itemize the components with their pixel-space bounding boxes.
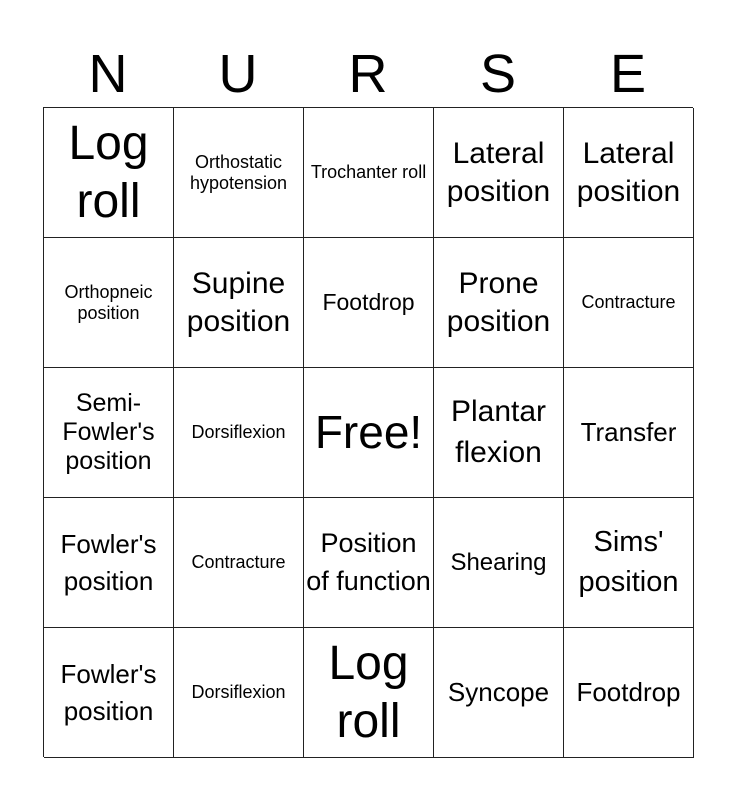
bingo-cell[interactable]: Supine position bbox=[174, 238, 304, 368]
bingo-cell[interactable]: Plantar flexion bbox=[434, 368, 564, 498]
bingo-cell[interactable]: Sims' position bbox=[564, 498, 694, 628]
header-letter-u: U bbox=[218, 44, 258, 104]
bingo-cell[interactable]: Contracture bbox=[174, 498, 304, 628]
bingo-cell[interactable]: Lateral position bbox=[564, 108, 694, 238]
free-space[interactable]: Free! bbox=[304, 368, 434, 498]
bingo-cell[interactable]: Transfer bbox=[564, 368, 694, 498]
bingo-cell[interactable]: Dorsiflexion bbox=[174, 368, 304, 498]
bingo-cell[interactable]: Position of function bbox=[304, 498, 434, 628]
bingo-cell[interactable]: Orthostatic hypotension bbox=[174, 108, 304, 238]
bingo-cell[interactable]: Footdrop bbox=[304, 238, 434, 368]
bingo-cell[interactable]: Log roll bbox=[304, 628, 434, 758]
bingo-cell[interactable]: Syncope bbox=[434, 628, 564, 758]
bingo-cell[interactable]: Footdrop bbox=[564, 628, 694, 758]
bingo-cell[interactable]: Lateral position bbox=[434, 108, 564, 238]
bingo-cell[interactable]: Prone position bbox=[434, 238, 564, 368]
bingo-cell[interactable]: Fowler's position bbox=[44, 498, 174, 628]
bingo-cell[interactable]: Contracture bbox=[564, 238, 694, 368]
bingo-header bbox=[43, 42, 693, 106]
bingo-cell[interactable]: Semi-Fowler's position bbox=[44, 368, 174, 498]
bingo-cell[interactable]: Orthopneic position bbox=[44, 238, 174, 368]
bingo-cell[interactable]: Trochanter roll bbox=[304, 108, 434, 238]
bingo-cell[interactable]: Log roll bbox=[44, 108, 174, 238]
bingo-cell[interactable]: Dorsiflexion bbox=[174, 628, 304, 758]
header-letter-r: R bbox=[348, 44, 388, 104]
bingo-cell[interactable]: Fowler's position bbox=[44, 628, 174, 758]
header-letter-n: N bbox=[88, 44, 128, 104]
bingo-card bbox=[43, 107, 693, 757]
header-letter-s: S bbox=[479, 44, 517, 104]
bingo-cell[interactable]: Shearing bbox=[434, 498, 564, 628]
header-letter-e: E bbox=[609, 44, 647, 104]
